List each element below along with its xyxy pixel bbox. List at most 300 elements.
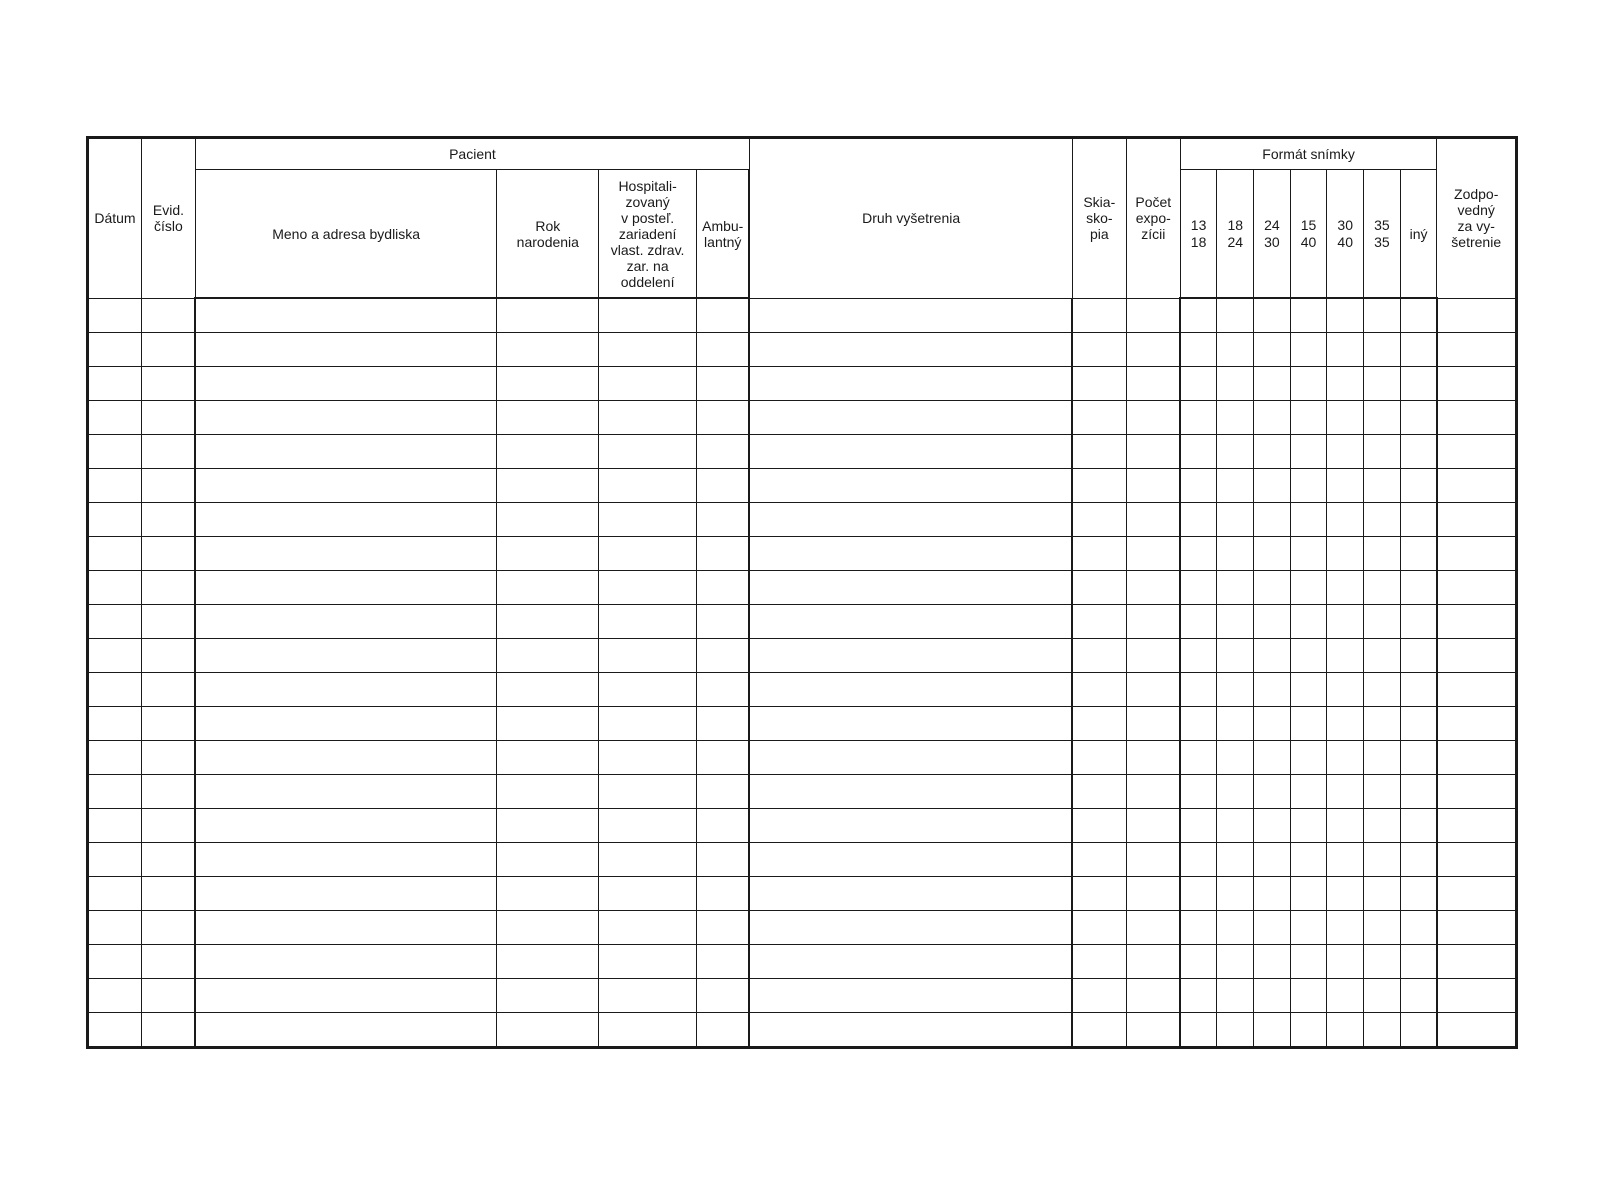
form-cell[interactable]: [1072, 435, 1126, 469]
form-cell[interactable]: [749, 843, 1072, 877]
form-cell[interactable]: [1400, 775, 1437, 809]
form-cell[interactable]: [497, 503, 599, 537]
form-cell[interactable]: [1180, 469, 1217, 503]
form-cell[interactable]: [195, 333, 496, 367]
form-cell[interactable]: [1327, 571, 1364, 605]
form-cell[interactable]: [1437, 469, 1517, 503]
form-cell[interactable]: [599, 537, 697, 571]
form-cell[interactable]: [1437, 911, 1517, 945]
form-cell[interactable]: [1327, 911, 1364, 945]
form-cell[interactable]: [195, 945, 496, 979]
form-cell[interactable]: [497, 979, 599, 1013]
form-cell[interactable]: [1400, 877, 1437, 911]
form-cell[interactable]: [195, 469, 496, 503]
form-cell[interactable]: [599, 945, 697, 979]
form-cell[interactable]: [1254, 469, 1291, 503]
form-cell[interactable]: [1180, 707, 1217, 741]
form-cell[interactable]: [88, 435, 142, 469]
form-cell[interactable]: [1072, 469, 1126, 503]
form-cell[interactable]: [141, 809, 195, 843]
form-cell[interactable]: [697, 979, 750, 1013]
form-cell[interactable]: [195, 503, 496, 537]
form-cell[interactable]: [1364, 1013, 1401, 1048]
form-cell[interactable]: [1072, 809, 1126, 843]
form-cell[interactable]: [195, 435, 496, 469]
form-cell[interactable]: [1072, 1013, 1126, 1048]
form-cell[interactable]: [1400, 809, 1437, 843]
form-cell[interactable]: [697, 605, 750, 639]
form-cell[interactable]: [1217, 333, 1254, 367]
form-cell[interactable]: [599, 639, 697, 673]
form-cell[interactable]: [1180, 1013, 1217, 1048]
form-cell[interactable]: [1217, 367, 1254, 401]
form-cell[interactable]: [1327, 401, 1364, 435]
form-cell[interactable]: [1437, 809, 1517, 843]
form-cell[interactable]: [497, 707, 599, 741]
form-cell[interactable]: [1364, 639, 1401, 673]
form-cell[interactable]: [697, 673, 750, 707]
form-cell[interactable]: [749, 639, 1072, 673]
form-cell[interactable]: [1180, 333, 1217, 367]
form-cell[interactable]: [497, 911, 599, 945]
form-cell[interactable]: [1364, 911, 1401, 945]
form-cell[interactable]: [1180, 843, 1217, 877]
form-cell[interactable]: [1327, 298, 1364, 333]
form-cell[interactable]: [1290, 537, 1327, 571]
form-cell[interactable]: [1327, 673, 1364, 707]
form-cell[interactable]: [1400, 503, 1437, 537]
form-cell[interactable]: [1290, 571, 1327, 605]
form-cell[interactable]: [1327, 877, 1364, 911]
form-cell[interactable]: [1364, 571, 1401, 605]
form-cell[interactable]: [749, 673, 1072, 707]
form-cell[interactable]: [1364, 435, 1401, 469]
form-cell[interactable]: [88, 605, 142, 639]
form-cell[interactable]: [141, 401, 195, 435]
form-cell[interactable]: [1437, 401, 1517, 435]
form-cell[interactable]: [1327, 333, 1364, 367]
form-cell[interactable]: [88, 945, 142, 979]
form-cell[interactable]: [141, 1013, 195, 1048]
form-cell[interactable]: [1180, 877, 1217, 911]
form-cell[interactable]: [1327, 367, 1364, 401]
form-cell[interactable]: [1072, 333, 1126, 367]
form-cell[interactable]: [1072, 741, 1126, 775]
form-cell[interactable]: [1364, 775, 1401, 809]
form-cell[interactable]: [1290, 911, 1327, 945]
form-cell[interactable]: [697, 843, 750, 877]
form-cell[interactable]: [195, 741, 496, 775]
form-cell[interactable]: [1180, 605, 1217, 639]
form-cell[interactable]: [88, 537, 142, 571]
form-cell[interactable]: [1072, 605, 1126, 639]
form-cell[interactable]: [1327, 537, 1364, 571]
form-cell[interactable]: [599, 469, 697, 503]
form-cell[interactable]: [697, 537, 750, 571]
form-cell[interactable]: [1437, 877, 1517, 911]
form-cell[interactable]: [599, 775, 697, 809]
form-cell[interactable]: [1290, 809, 1327, 843]
form-cell[interactable]: [749, 605, 1072, 639]
form-cell[interactable]: [599, 707, 697, 741]
form-cell[interactable]: [1254, 741, 1291, 775]
form-cell[interactable]: [141, 298, 195, 333]
form-cell[interactable]: [1327, 503, 1364, 537]
form-cell[interactable]: [1180, 673, 1217, 707]
form-cell[interactable]: [1072, 673, 1126, 707]
form-cell[interactable]: [1126, 741, 1180, 775]
form-cell[interactable]: [497, 1013, 599, 1048]
form-cell[interactable]: [88, 639, 142, 673]
form-cell[interactable]: [1072, 945, 1126, 979]
form-cell[interactable]: [697, 401, 750, 435]
form-cell[interactable]: [1364, 945, 1401, 979]
form-cell[interactable]: [1072, 503, 1126, 537]
form-cell[interactable]: [1126, 401, 1180, 435]
form-cell[interactable]: [1072, 979, 1126, 1013]
form-cell[interactable]: [88, 1013, 142, 1048]
form-cell[interactable]: [749, 809, 1072, 843]
form-cell[interactable]: [1327, 775, 1364, 809]
form-cell[interactable]: [1072, 877, 1126, 911]
form-cell[interactable]: [599, 298, 697, 333]
form-cell[interactable]: [497, 367, 599, 401]
form-cell[interactable]: [749, 298, 1072, 333]
form-cell[interactable]: [1217, 673, 1254, 707]
form-cell[interactable]: [749, 877, 1072, 911]
form-cell[interactable]: [1290, 945, 1327, 979]
form-cell[interactable]: [141, 843, 195, 877]
form-cell[interactable]: [1400, 843, 1437, 877]
form-cell[interactable]: [1254, 503, 1291, 537]
form-cell[interactable]: [697, 877, 750, 911]
form-cell[interactable]: [1254, 401, 1291, 435]
form-cell[interactable]: [697, 333, 750, 367]
form-cell[interactable]: [1437, 639, 1517, 673]
form-cell[interactable]: [141, 537, 195, 571]
form-cell[interactable]: [1126, 571, 1180, 605]
form-cell[interactable]: [1217, 401, 1254, 435]
form-cell[interactable]: [749, 503, 1072, 537]
form-cell[interactable]: [1217, 298, 1254, 333]
form-cell[interactable]: [1254, 707, 1291, 741]
form-cell[interactable]: [697, 945, 750, 979]
form-cell[interactable]: [1217, 1013, 1254, 1048]
form-cell[interactable]: [1364, 367, 1401, 401]
form-cell[interactable]: [88, 843, 142, 877]
form-cell[interactable]: [195, 707, 496, 741]
form-cell[interactable]: [1126, 945, 1180, 979]
form-cell[interactable]: [1400, 639, 1437, 673]
form-cell[interactable]: [1437, 298, 1517, 333]
form-cell[interactable]: [141, 741, 195, 775]
form-cell[interactable]: [195, 809, 496, 843]
form-cell[interactable]: [599, 435, 697, 469]
form-cell[interactable]: [497, 571, 599, 605]
form-cell[interactable]: [1400, 741, 1437, 775]
form-cell[interactable]: [1072, 367, 1126, 401]
form-cell[interactable]: [749, 537, 1072, 571]
form-cell[interactable]: [1126, 537, 1180, 571]
form-cell[interactable]: [1400, 367, 1437, 401]
form-cell[interactable]: [1126, 503, 1180, 537]
form-cell[interactable]: [88, 673, 142, 707]
form-cell[interactable]: [1327, 639, 1364, 673]
form-cell[interactable]: [1364, 979, 1401, 1013]
form-cell[interactable]: [749, 707, 1072, 741]
form-cell[interactable]: [599, 571, 697, 605]
form-cell[interactable]: [88, 877, 142, 911]
form-cell[interactable]: [1364, 809, 1401, 843]
form-cell[interactable]: [1254, 775, 1291, 809]
form-cell[interactable]: [497, 945, 599, 979]
form-cell[interactable]: [1437, 537, 1517, 571]
form-cell[interactable]: [1364, 401, 1401, 435]
form-cell[interactable]: [1217, 911, 1254, 945]
form-cell[interactable]: [1217, 979, 1254, 1013]
form-cell[interactable]: [88, 911, 142, 945]
form-cell[interactable]: [1180, 537, 1217, 571]
form-cell[interactable]: [1437, 945, 1517, 979]
form-cell[interactable]: [749, 571, 1072, 605]
form-cell[interactable]: [749, 1013, 1072, 1048]
form-cell[interactable]: [1290, 741, 1327, 775]
form-cell[interactable]: [1217, 877, 1254, 911]
form-cell[interactable]: [697, 775, 750, 809]
form-cell[interactable]: [1400, 605, 1437, 639]
form-cell[interactable]: [1437, 435, 1517, 469]
form-cell[interactable]: [1254, 945, 1291, 979]
form-cell[interactable]: [1290, 435, 1327, 469]
form-cell[interactable]: [88, 367, 142, 401]
form-cell[interactable]: [1217, 775, 1254, 809]
form-cell[interactable]: [1327, 945, 1364, 979]
form-cell[interactable]: [1180, 298, 1217, 333]
form-cell[interactable]: [1437, 843, 1517, 877]
form-cell[interactable]: [749, 469, 1072, 503]
form-cell[interactable]: [141, 877, 195, 911]
form-cell[interactable]: [141, 435, 195, 469]
form-cell[interactable]: [497, 877, 599, 911]
form-cell[interactable]: [1126, 435, 1180, 469]
form-cell[interactable]: [195, 401, 496, 435]
form-cell[interactable]: [1254, 1013, 1291, 1048]
form-cell[interactable]: [1072, 401, 1126, 435]
form-cell[interactable]: [1364, 605, 1401, 639]
form-cell[interactable]: [1400, 945, 1437, 979]
form-cell[interactable]: [599, 911, 697, 945]
form-cell[interactable]: [497, 809, 599, 843]
form-cell[interactable]: [195, 673, 496, 707]
form-cell[interactable]: [1254, 333, 1291, 367]
form-cell[interactable]: [1217, 639, 1254, 673]
form-cell[interactable]: [1254, 571, 1291, 605]
form-cell[interactable]: [1364, 741, 1401, 775]
form-cell[interactable]: [1126, 673, 1180, 707]
form-cell[interactable]: [1290, 1013, 1327, 1048]
form-cell[interactable]: [141, 911, 195, 945]
form-cell[interactable]: [1290, 367, 1327, 401]
form-cell[interactable]: [1364, 333, 1401, 367]
form-cell[interactable]: [1180, 741, 1217, 775]
form-cell[interactable]: [1217, 945, 1254, 979]
form-cell[interactable]: [497, 469, 599, 503]
form-cell[interactable]: [1327, 979, 1364, 1013]
form-cell[interactable]: [195, 571, 496, 605]
form-cell[interactable]: [1254, 809, 1291, 843]
form-cell[interactable]: [1400, 298, 1437, 333]
form-cell[interactable]: [1126, 1013, 1180, 1048]
form-cell[interactable]: [1437, 741, 1517, 775]
form-cell[interactable]: [599, 1013, 697, 1048]
form-cell[interactable]: [1180, 367, 1217, 401]
form-cell[interactable]: [599, 367, 697, 401]
form-cell[interactable]: [497, 298, 599, 333]
form-cell[interactable]: [195, 1013, 496, 1048]
form-cell[interactable]: [88, 571, 142, 605]
form-cell[interactable]: [1072, 911, 1126, 945]
form-cell[interactable]: [1254, 298, 1291, 333]
form-cell[interactable]: [697, 367, 750, 401]
form-cell[interactable]: [497, 639, 599, 673]
form-cell[interactable]: [1254, 435, 1291, 469]
form-cell[interactable]: [1400, 571, 1437, 605]
form-cell[interactable]: [1400, 707, 1437, 741]
form-cell[interactable]: [1180, 775, 1217, 809]
form-cell[interactable]: [195, 911, 496, 945]
form-cell[interactable]: [1180, 979, 1217, 1013]
form-cell[interactable]: [1254, 979, 1291, 1013]
form-cell[interactable]: [1126, 707, 1180, 741]
form-cell[interactable]: [88, 809, 142, 843]
form-cell[interactable]: [1126, 809, 1180, 843]
form-cell[interactable]: [88, 707, 142, 741]
form-cell[interactable]: [1180, 911, 1217, 945]
form-cell[interactable]: [141, 469, 195, 503]
form-cell[interactable]: [497, 673, 599, 707]
form-cell[interactable]: [1254, 537, 1291, 571]
form-cell[interactable]: [195, 367, 496, 401]
form-cell[interactable]: [1126, 469, 1180, 503]
form-cell[interactable]: [141, 639, 195, 673]
form-cell[interactable]: [1400, 537, 1437, 571]
form-cell[interactable]: [1290, 979, 1327, 1013]
form-cell[interactable]: [1217, 843, 1254, 877]
form-cell[interactable]: [1217, 435, 1254, 469]
form-cell[interactable]: [1327, 435, 1364, 469]
form-cell[interactable]: [141, 333, 195, 367]
form-cell[interactable]: [1327, 707, 1364, 741]
form-cell[interactable]: [1437, 333, 1517, 367]
form-cell[interactable]: [749, 911, 1072, 945]
form-cell[interactable]: [1217, 605, 1254, 639]
form-cell[interactable]: [88, 298, 142, 333]
form-cell[interactable]: [1126, 877, 1180, 911]
form-cell[interactable]: [1072, 775, 1126, 809]
form-cell[interactable]: [749, 775, 1072, 809]
form-cell[interactable]: [1217, 469, 1254, 503]
form-cell[interactable]: [1217, 741, 1254, 775]
form-cell[interactable]: [497, 775, 599, 809]
form-cell[interactable]: [497, 843, 599, 877]
form-cell[interactable]: [141, 367, 195, 401]
form-cell[interactable]: [88, 503, 142, 537]
form-cell[interactable]: [1290, 775, 1327, 809]
form-cell[interactable]: [195, 537, 496, 571]
form-cell[interactable]: [1400, 435, 1437, 469]
form-cell[interactable]: [697, 435, 750, 469]
form-cell[interactable]: [1400, 469, 1437, 503]
form-cell[interactable]: [697, 639, 750, 673]
form-cell[interactable]: [1290, 843, 1327, 877]
form-cell[interactable]: [749, 741, 1072, 775]
form-cell[interactable]: [1180, 639, 1217, 673]
form-cell[interactable]: [1072, 571, 1126, 605]
form-cell[interactable]: [697, 741, 750, 775]
form-cell[interactable]: [1437, 367, 1517, 401]
form-cell[interactable]: [697, 503, 750, 537]
form-cell[interactable]: [195, 298, 496, 333]
form-cell[interactable]: [195, 979, 496, 1013]
form-cell[interactable]: [599, 503, 697, 537]
form-cell[interactable]: [1364, 673, 1401, 707]
form-cell[interactable]: [697, 469, 750, 503]
form-cell[interactable]: [599, 401, 697, 435]
form-cell[interactable]: [697, 1013, 750, 1048]
form-cell[interactable]: [1437, 673, 1517, 707]
form-cell[interactable]: [749, 945, 1072, 979]
form-cell[interactable]: [1072, 537, 1126, 571]
form-cell[interactable]: [497, 401, 599, 435]
form-cell[interactable]: [1072, 707, 1126, 741]
form-cell[interactable]: [141, 945, 195, 979]
form-cell[interactable]: [697, 911, 750, 945]
form-cell[interactable]: [1126, 639, 1180, 673]
form-cell[interactable]: [195, 605, 496, 639]
form-cell[interactable]: [1400, 673, 1437, 707]
form-cell[interactable]: [497, 435, 599, 469]
form-cell[interactable]: [697, 571, 750, 605]
form-cell[interactable]: [1364, 469, 1401, 503]
form-cell[interactable]: [88, 333, 142, 367]
form-cell[interactable]: [1254, 673, 1291, 707]
form-cell[interactable]: [1290, 877, 1327, 911]
form-cell[interactable]: [1217, 707, 1254, 741]
form-cell[interactable]: [195, 775, 496, 809]
form-cell[interactable]: [497, 741, 599, 775]
form-cell[interactable]: [1290, 333, 1327, 367]
form-cell[interactable]: [497, 333, 599, 367]
form-cell[interactable]: [1217, 571, 1254, 605]
form-cell[interactable]: [1364, 503, 1401, 537]
form-cell[interactable]: [1290, 673, 1327, 707]
form-cell[interactable]: [1126, 843, 1180, 877]
form-cell[interactable]: [1290, 707, 1327, 741]
form-cell[interactable]: [88, 401, 142, 435]
form-cell[interactable]: [1180, 571, 1217, 605]
form-cell[interactable]: [1327, 1013, 1364, 1048]
form-cell[interactable]: [141, 605, 195, 639]
form-cell[interactable]: [1180, 401, 1217, 435]
form-cell[interactable]: [697, 298, 750, 333]
form-cell[interactable]: [1126, 979, 1180, 1013]
form-cell[interactable]: [195, 843, 496, 877]
form-cell[interactable]: [749, 333, 1072, 367]
form-cell[interactable]: [1400, 911, 1437, 945]
form-cell[interactable]: [1217, 809, 1254, 843]
form-cell[interactable]: [1327, 843, 1364, 877]
form-cell[interactable]: [1072, 298, 1126, 333]
